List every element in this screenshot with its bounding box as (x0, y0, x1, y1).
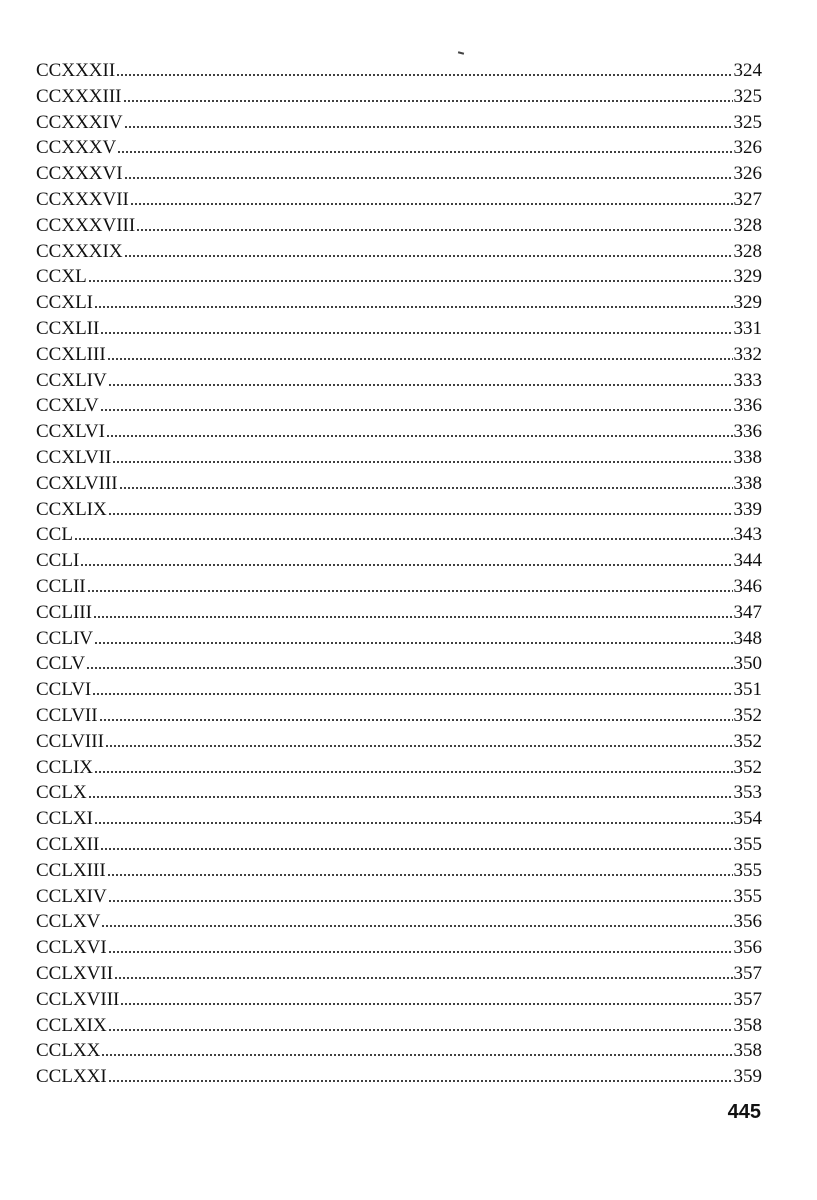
toc-entry-label: CCLXVI (36, 937, 107, 959)
toc-entry-label: CCXXXVII (36, 189, 129, 210)
toc-entry (36, 366, 762, 391)
toc-entry-page: 353 (733, 782, 762, 804)
toc-entry (36, 185, 762, 210)
dot-leader (108, 1029, 733, 1031)
toc-entry-label: CCLXIII (36, 859, 106, 881)
dot-leader (100, 332, 732, 334)
toc-entry-page: 358 (733, 1040, 762, 1062)
toc-entry (36, 804, 762, 829)
toc-entry-page: 328 (733, 214, 762, 236)
toc-entry-label: CCXLVII (36, 447, 112, 468)
toc-entry (36, 159, 762, 184)
toc-entry-page: 355 (733, 885, 762, 907)
toc-entry (36, 985, 762, 1010)
toc-entry (36, 907, 762, 932)
dot-leader (124, 177, 733, 179)
toc-entry-label: CCXXXV (36, 137, 117, 159)
toc-entry-page: 327 (733, 189, 762, 210)
toc-entry-page: 331 (733, 318, 762, 339)
toc-entry (36, 572, 762, 597)
toc-entry-page: 356 (733, 937, 762, 959)
toc-entry-label: CCXLVI (36, 421, 105, 443)
toc-entry-page: 359 (733, 1066, 762, 1088)
toc-entry (36, 520, 762, 545)
toc-entry-label: CCXLV (36, 395, 99, 417)
dot-leader (87, 590, 733, 592)
toc-entry-label: CCLX (36, 782, 87, 804)
toc-entry (36, 727, 762, 752)
toc-entry-label: CCLXVII (36, 963, 114, 984)
dot-leader (92, 693, 732, 695)
toc-entry (36, 830, 762, 855)
dot-leader (105, 745, 733, 747)
toc-entry-label: CCXLIX (36, 498, 107, 520)
toc-entry-page: 347 (733, 601, 762, 623)
toc-entry-label: CCXLI (36, 292, 93, 314)
toc-entry-label: CCLVI (36, 679, 92, 701)
dot-leader (100, 409, 733, 411)
toc-entry-page: 357 (733, 963, 762, 984)
toc-entry-page: 336 (733, 421, 762, 443)
toc-entry-label: CCLXI (36, 808, 93, 830)
toc-entry-label: CCLIV (36, 627, 93, 649)
toc-entry-label: CCLXX (36, 1040, 101, 1062)
toc-entry (36, 1062, 762, 1087)
toc-entry-page: 325 (733, 85, 762, 107)
toc-entry (36, 82, 762, 107)
toc-entry-page: 338 (733, 447, 762, 468)
toc-entry (36, 211, 762, 236)
toc-entry (36, 108, 762, 133)
toc-entry-label: CCLXIV (36, 885, 107, 907)
toc-entry-page: 355 (733, 859, 762, 881)
toc-entry-label: CCLIX (36, 756, 93, 778)
toc-entry-label: CCLXII (36, 834, 100, 855)
dot-leader (106, 435, 733, 437)
toc-entry-label: CCLI (36, 550, 80, 572)
toc-entry (36, 753, 762, 778)
toc-entry-page: 343 (733, 524, 762, 546)
dot-leader (80, 564, 732, 566)
toc-entry-page: 339 (733, 498, 762, 520)
toc-entry-page: 328 (733, 240, 762, 262)
toc-entry-label: CCXXXIV (36, 111, 123, 133)
toc-entry (36, 675, 762, 700)
toc-entry-label: CCXXXVIII (36, 214, 136, 236)
dot-leader (108, 1080, 733, 1082)
dot-leader (130, 203, 733, 205)
toc-entry-page: 346 (733, 576, 762, 597)
toc-entry (36, 288, 762, 313)
toc-entry-label: CCLXIX (36, 1014, 107, 1036)
toc-entry-page: 333 (733, 369, 762, 391)
toc-entry (36, 778, 762, 803)
dot-leader (108, 384, 733, 386)
toc-entry (36, 1011, 762, 1036)
toc-entry-page: 329 (733, 266, 762, 288)
toc-entry-label: CCL (36, 524, 73, 546)
dot-leader (94, 306, 733, 308)
toc-entry (36, 391, 762, 416)
toc-entry-page: 352 (733, 756, 762, 778)
page-number: 445 (727, 1101, 761, 1123)
toc-entry-page: 357 (733, 988, 762, 1010)
dot-leader (94, 642, 733, 644)
toc-entry (36, 417, 762, 442)
toc-entry (36, 598, 762, 623)
dot-leader (74, 538, 733, 540)
dot-leader (88, 280, 733, 282)
toc-entry-page: 336 (733, 395, 762, 417)
toc-entry-page: 338 (733, 472, 762, 494)
dot-leader (100, 848, 732, 850)
toc-entry-label: CCXLVIII (36, 472, 118, 494)
dot-leader (112, 461, 732, 463)
dot-leader (108, 513, 733, 515)
toc-entry-page: 355 (733, 834, 762, 855)
toc-entry-label: CCLIII (36, 601, 92, 623)
toc-entry (36, 882, 762, 907)
dot-leader (123, 100, 733, 102)
toc-entry-label: CCLXXI (36, 1066, 107, 1088)
toc-entry-page: 350 (733, 653, 762, 675)
dot-leader (114, 977, 732, 979)
toc-entry-label: CCLXVIII (36, 988, 120, 1010)
dot-leader (94, 771, 733, 773)
toc-entry-page: 329 (733, 292, 762, 314)
toc-entry (36, 314, 762, 339)
toc-entry-label: CCXLIII (36, 343, 106, 365)
dot-leader (101, 925, 732, 927)
toc-entry-label: CCXXXVI (36, 163, 123, 185)
toc-entry-label: CCLVII (36, 705, 98, 726)
toc-entry-page: 326 (733, 163, 762, 185)
toc-entry-label: CCLXV (36, 911, 101, 933)
toc-entry (36, 262, 762, 287)
toc-entry-page: 348 (733, 627, 762, 649)
dot-leader (117, 151, 732, 153)
dot-leader (120, 1003, 732, 1005)
toc-entry (36, 56, 762, 81)
toc-entry (36, 237, 762, 262)
toc-entry (36, 649, 762, 674)
table-of-contents (36, 56, 762, 1108)
toc-entry-label: CCXLIV (36, 369, 107, 391)
dot-leader (136, 229, 732, 231)
toc-entry-page: 351 (733, 679, 762, 701)
toc-entry-label: CCXL (36, 266, 87, 288)
toc-entry-label: CCLII (36, 576, 86, 597)
dot-leader (116, 74, 732, 76)
toc-entry (36, 469, 762, 494)
dot-leader (93, 616, 733, 618)
toc-entry (36, 933, 762, 958)
dot-leader (107, 874, 733, 876)
toc-entry-label: CCXXXII (36, 60, 116, 81)
toc-entry-label: CCXXXIII (36, 85, 122, 107)
dot-leader (88, 796, 733, 798)
dot-leader (94, 822, 733, 824)
toc-entry-label: CCXLII (36, 318, 100, 339)
toc-entry (36, 856, 762, 881)
toc-entry (36, 624, 762, 649)
toc-entry-label: CCLVIII (36, 730, 104, 752)
toc-entry (36, 959, 762, 984)
dot-leader (124, 126, 733, 128)
toc-entry-page: 352 (733, 730, 762, 752)
toc-entry (36, 701, 762, 726)
dot-leader (86, 667, 733, 669)
dot-leader (108, 951, 733, 953)
toc-entry-page: 354 (733, 808, 762, 830)
toc-entry (36, 340, 762, 365)
toc-entry (36, 546, 762, 571)
toc-entry-page: 326 (733, 137, 762, 159)
toc-entry (36, 495, 762, 520)
toc-entry-label: CCLV (36, 653, 85, 675)
dot-leader (119, 487, 733, 489)
dot-leader (124, 255, 733, 257)
toc-entry-page: 344 (733, 550, 762, 572)
toc-entry-page: 358 (733, 1014, 762, 1036)
toc-entry-label: CCXXXIX (36, 240, 123, 262)
toc-entry (36, 133, 762, 158)
toc-entry-page: 332 (733, 343, 762, 365)
toc-entry (36, 1036, 762, 1061)
toc-entry-page: 356 (733, 911, 762, 933)
toc-entry (36, 443, 762, 468)
toc-entry-page: 352 (733, 705, 762, 726)
dot-leader (107, 358, 733, 360)
toc-entry-page: 324 (733, 60, 762, 81)
toc-entry-page: 325 (733, 111, 762, 133)
dot-leader (101, 1054, 732, 1056)
dot-leader (108, 900, 733, 902)
dot-leader (99, 719, 733, 721)
scan-mark (458, 51, 464, 54)
